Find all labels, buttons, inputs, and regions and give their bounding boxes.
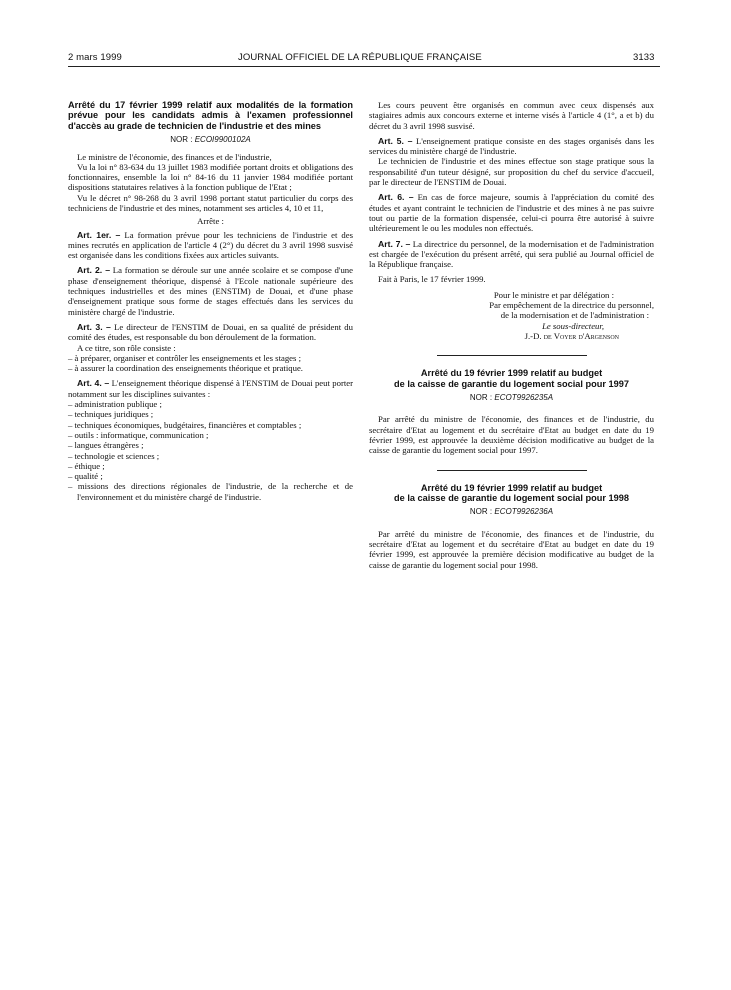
decree-nor: NOR : ECOI9900102A [170,135,251,145]
section-separator [437,355,587,356]
decree-3-title: Arrêté du 19 février 1999 relatif au budget de la caisse de garantie du logement social pour 1998 [394,482,629,503]
article-4: Art. 4. – L'enseignement théorique dispensé à l'ENSTIM de Douai peut porter notamment sur les disciplines suivantes : [68,378,354,399]
list-item: – éthique ; [68,460,105,471]
article-1: Art. 1er. – La formation prévue pour les techniciens de l'industrie et des mines recrutés en application de l'article 4 (2°) du décret du 3 avril 1998 susvisé est organisée dans les conditions fixées aux articles suivants. [68,229,354,261]
article-5: Art. 5. – L'enseignement pratique consiste en des stages organisés dans les services du ministère chargé de l'industrie. [369,135,655,157]
list-item: – missions des directions régionales de l'industrie, de la recherche et de l'environnement et du ministère chargé de l'industrie. [68,481,353,502]
decree-2-title: Arrêté du 19 février 1999 relatif au budget de la caisse de garantie du logement social pour 1997 [394,368,629,389]
courses-paragraph: Les cours peuvent être organisés en commun avec ceux dispensés aux stagiaires admis aux concours externe et interne visés à l'article 4 (1°, a et b) du décret du 3 avril 1998 susvisé. [369,100,654,131]
signature-line-1: Pour le ministre et par délégation : [493,289,614,300]
signature-line-3: de la modernisation et de l'administration : [500,310,649,321]
list-item: – administration publique ; [68,399,162,410]
decree-2-body: Par arrêté du ministre de l'économie, des finances et de l'industrie, du secrétaire d'Etat au logement et du secrétaire d'Etat au budget en date du 19 février 1999, est approuvée la deuxième décision modificative au budget de la caisse de garantie du logement social pour 1997. [369,414,654,456]
list-item: – techniques économiques, budgétaires, financières et comptables ; [68,419,302,430]
signature-line-2: Par empêchement de la directrice du personnel, [489,300,654,311]
fait-a-paris: Fait à Paris, le 17 février 1999. [378,274,486,285]
article-2: Art. 2. – La formation se déroule sur une année scolaire et se compose d'une phase d'enseignement théorique, dispensé à l'Ecole nationale supérieure des techniques industrielles et des mines (ENSTIM) de Douai, et d'une phase d'enseignement pratique sous forme de stages effectués dans les services du ministère chargé de l'industrie. [68,265,353,317]
list-item: – à assurer la coordination des enseignements théorique et pratique. [68,363,303,374]
article-3-list [68,353,353,374]
list-item: – outils : informatique, communication ; [68,429,209,440]
list-item: – qualité ; [68,471,103,482]
decree-3-nor: NOR : ECOT9926236A [469,507,554,517]
arrete-heading: Arrête : [197,216,224,227]
article-3: Art. 3. – Le directeur de l'ENSTIM de Douai, en sa qualité de président du comité des études, est responsable du bon déroulement de la formation. [68,321,353,343]
article-6: Art. 6. – En cas de force majeure, soumis à l'appréciation du comité des études et ayant contraint le technicien de l'industrie et des mines à ne pas suivre tout ou partie de la formation dispensée, celui-ci pourra être autorisé à suivre ultérieurement le ou les modules non effectués. [369,192,655,234]
list-item: – technologie et sciences ; [68,450,160,461]
signatory-name: J.-D. de Voyer d'Argenson [524,330,619,341]
right-column [369,100,654,570]
vu-loi: Vu la loi n° 83-634 du 13 juillet 1983 modifiée portant droits et obligations des fonctionnaires, ensemble la loi n° 84-16 du 11 janvier 1984 modifiée portant dispositions statutaires relatives à la fonction publique de l'Etat ; [68,161,353,193]
list-item: – techniques juridiques ; [68,409,154,420]
section-separator [437,470,587,471]
list-item: – langues étrangères ; [68,440,144,451]
left-column [68,100,353,502]
decree-title: Arrêté du 17 février 1999 relatif aux modalités de la formation prévue pour les candidats admis à l'examen professionnel d'accès au grade de technicien de l'industrie et des mines [68,100,353,131]
article-3-role: A ce titre, son rôle consiste : [77,342,176,353]
list-item: – à préparer, organiser et contrôler les enseignements et les stages ; [68,352,302,363]
header-date: 2 mars 1999 [68,52,122,63]
article-5-stage: Le technicien de l'industrie et des mines effectue son stage pratique sous la responsabilité d'un tuteur désigné, sur proposition du chef du service d'accueil, par le directeur de l'ENSTIM de Douai. [369,156,654,188]
article-4-list [68,399,353,502]
article-7: Art. 7. – La directrice du personnel, de la modernisation et de l'administration est chargée de l'exécution du présent arrêté, qui sera publié au Journal officiel de la République française. [369,238,654,270]
header-rule [68,66,660,67]
decree-3-body: Par arrêté du ministre de l'économie, des finances et de l'industrie, du secrétaire d'Etat au logement et du secrétaire d'Etat au budget en date du 19 février 1999, est approuvée la première décision modificative au budget de la caisse de garantie du logement social pour 1998. [369,528,654,570]
vu-decret: Vu le décret n° 98-268 du 3 avril 1998 portant statut particulier du corps des techniciens de l'industrie et des mines, notamment ses articles 4, 10 et 11, [68,192,353,213]
header-journal-title: JOURNAL OFFICIEL DE LA RÉPUBLIQUE FRANÇAISE [238,52,482,63]
minister-line: Le ministre de l'économie, des finances et de l'industrie, [77,151,272,162]
decree-2-nor: NOR : ECOT9926235A [469,393,554,403]
signature-line-4: Le sous-directeur, [542,320,604,331]
header-page-number: 3133 [633,52,655,63]
